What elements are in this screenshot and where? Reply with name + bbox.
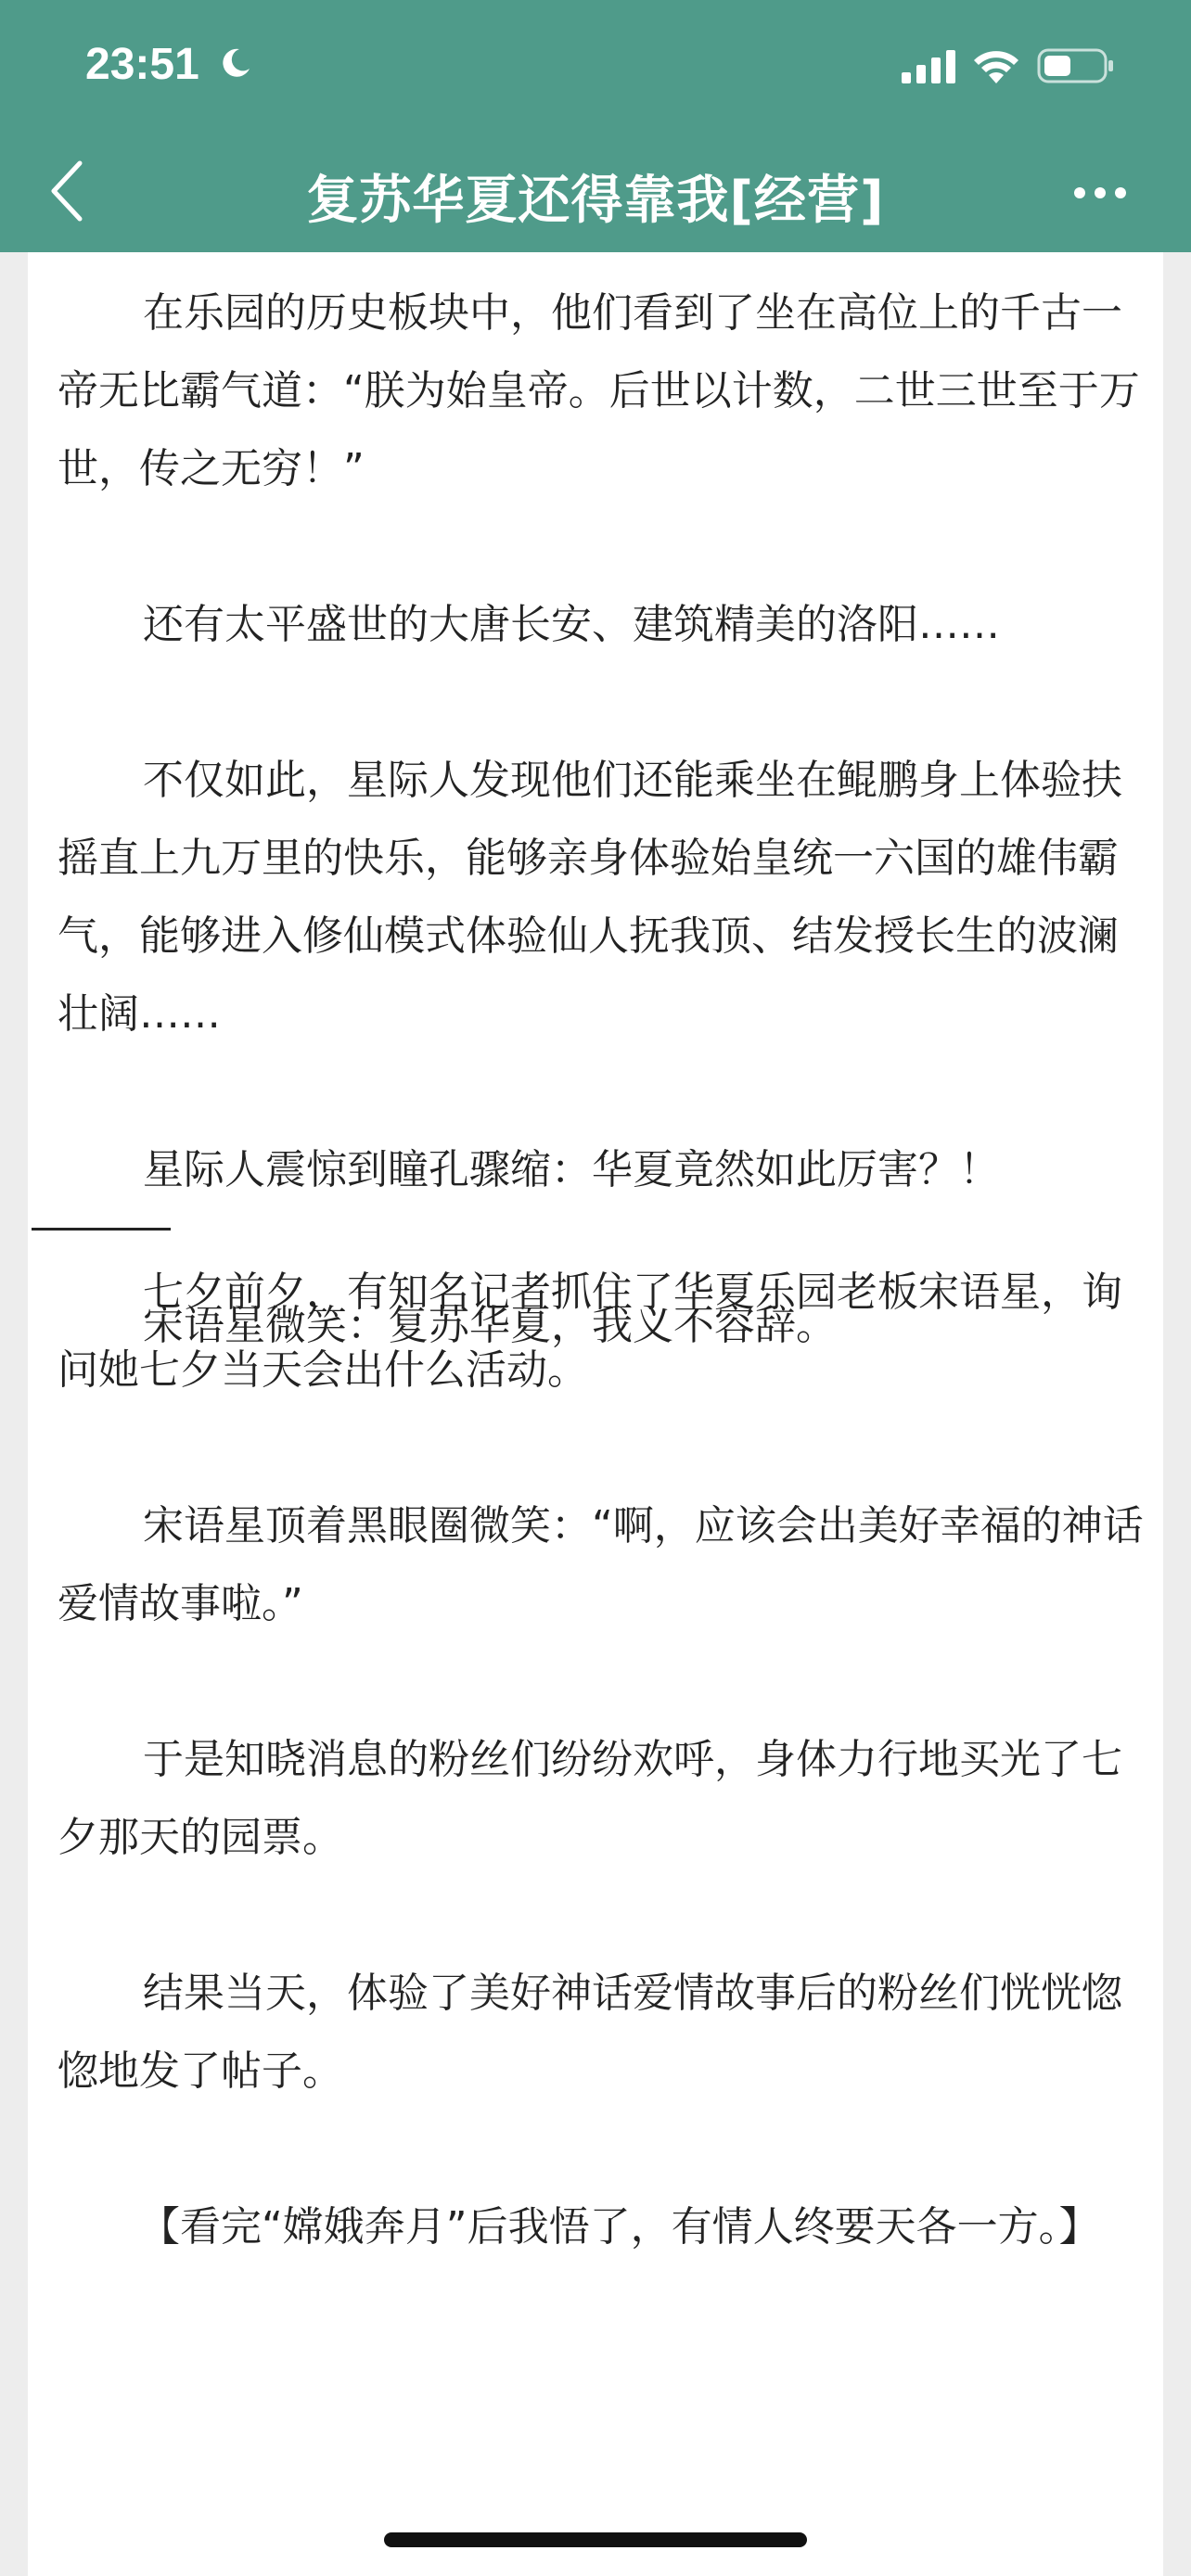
wifi-icon <box>972 48 1020 83</box>
paragraph: 【看完“嫦娥奔月”后我悟了，有情人终要天各一方。】 <box>139 2203 1100 2251</box>
paragraph: 七夕前夕，有知名记者抓住了华夏乐园老板宋语星，询问她七夕当天会出什么活动。 <box>58 1269 1122 1394</box>
paragraph: 宋语星顶着黑眼圈微笑：“啊，应该会出美好幸福的神话爱情故事啦。” <box>58 1502 1144 1627</box>
paragraph: 结果当天，体验了美好神话爱情故事后的粉丝们恍恍惚惚地发了帖子。 <box>58 1970 1122 2095</box>
paragraph: 宋语星微笑：复苏华夏，我义不容辞。 <box>143 1302 837 1349</box>
reading-page-continued <box>28 1243 1163 2576</box>
more-icon[interactable] <box>1072 185 1128 200</box>
battery-icon <box>1037 48 1115 83</box>
moon-icon <box>219 46 252 80</box>
paragraph: 于是知晓消息的粉丝们纷纷欢呼，身体力行地买光了七夕那天的园票。 <box>58 1736 1122 1861</box>
paragraph: 还有太平盛世的大唐长安、建筑精美的洛阳…… <box>143 601 1000 648</box>
paragraph: 不仅如此，星际人发现他们还能乘坐在鲲鹏身上体验扶摇直上九万里的快乐，能够亲身体验始皇统一六国的雄伟霸气，能够进入修仙模式体验仙人抚我顶、结发授长生的波澜壮阔…… <box>58 757 1122 1038</box>
paragraph: 星际人震惊到瞳孔骤缩：华夏竟然如此厉害？！ <box>143 1146 1000 1193</box>
page-title: 复苏华夏还得靠我[经营] <box>306 171 885 231</box>
signal-icon <box>902 50 955 83</box>
nav-header <box>0 0 1191 252</box>
paragraph: 在乐园的历史板块中，他们看到了坐在高位上的千古一帝无比霸气道：“朕为始皇帝。后世以计数，二世三世至于万世，传之无穷！” <box>58 289 1140 492</box>
home-indicator[interactable] <box>384 2532 807 2547</box>
section-divider <box>32 1228 171 1231</box>
status-time: 23:51 <box>85 40 199 89</box>
